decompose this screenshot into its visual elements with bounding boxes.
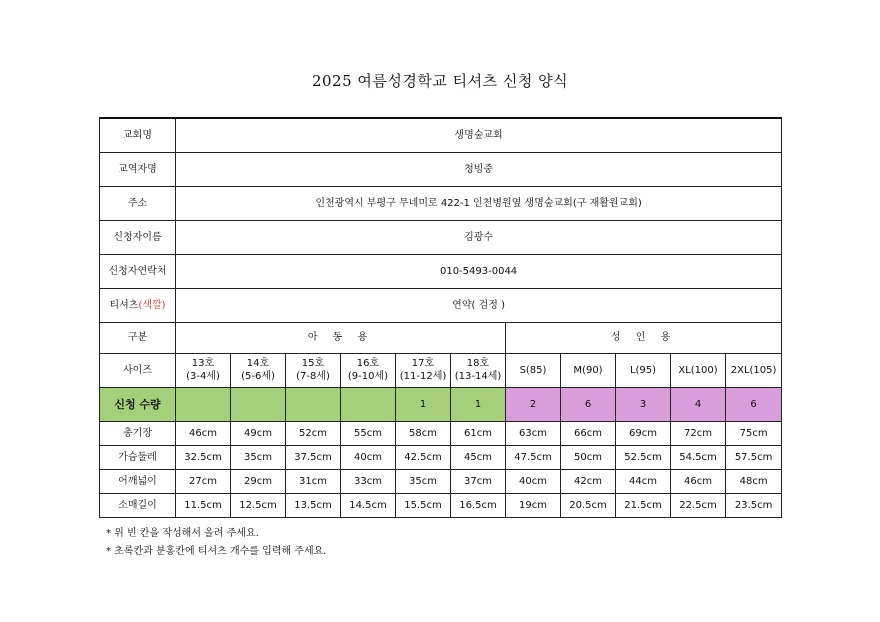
measure-cell: 75cm: [726, 421, 782, 445]
measure-cell: 52cm: [286, 421, 341, 445]
tshirt-color-field[interactable]: 연약( 검정 ): [176, 288, 782, 322]
measure-cell: 35cm: [231, 445, 286, 469]
measure-row-sleeve: [100, 493, 782, 517]
measure-cell: 31cm: [286, 469, 341, 493]
measure-cell: 72cm: [671, 421, 726, 445]
qty-child-13[interactable]: [176, 387, 231, 421]
measure-cell: 40cm: [341, 445, 396, 469]
size-adult-2xl: 2XL(105): [726, 353, 782, 387]
measure-cell: 23.5cm: [726, 493, 782, 517]
info-row-contact: [100, 254, 782, 288]
measure-cell: 44cm: [616, 469, 671, 493]
size-adult-m: M(90): [561, 353, 616, 387]
size-age: (13-14세): [454, 371, 502, 382]
qty-adult-xl[interactable]: 4: [671, 387, 726, 421]
size-number: 15호: [301, 358, 325, 369]
size-row: [100, 353, 782, 387]
info-row-church: [100, 118, 782, 152]
qty-child-17[interactable]: 1: [396, 387, 451, 421]
measure-cell: 29cm: [231, 469, 286, 493]
measure-cell: 46cm: [671, 469, 726, 493]
size-adult-s: S(85): [506, 353, 561, 387]
measure-cell: 57.5cm: [726, 445, 782, 469]
measure-cell: 27cm: [176, 469, 231, 493]
label-church-name: 교회명: [100, 118, 176, 152]
measure-cell: 63cm: [506, 421, 561, 445]
size-child-16: [341, 353, 396, 387]
measure-cell: 69cm: [616, 421, 671, 445]
measure-cell: 42.5cm: [396, 445, 451, 469]
size-number: 16호: [356, 358, 380, 369]
measure-cell: 13.5cm: [286, 493, 341, 517]
measure-label: 어깨넓이: [100, 469, 176, 493]
measure-cell: 37cm: [451, 469, 506, 493]
measure-cell: 61cm: [451, 421, 506, 445]
address-field[interactable]: 인천광역시 부평구 무네미로 422-1 인천병원옆 생명숲교회(구 재활원교회): [176, 186, 782, 220]
info-row-applicant: [100, 220, 782, 254]
measure-cell: 16.5cm: [451, 493, 506, 517]
notes: [106, 525, 326, 561]
measure-cell: 54.5cm: [671, 445, 726, 469]
measure-cell: 20.5cm: [561, 493, 616, 517]
measure-cell: 40cm: [506, 469, 561, 493]
measure-cell: 22.5cm: [671, 493, 726, 517]
measure-cell: 35cm: [396, 469, 451, 493]
measure-cell: 33cm: [341, 469, 396, 493]
label-tshirt: 티셔츠: [109, 299, 139, 311]
label-quantity: 신청 수량: [100, 387, 176, 421]
size-age: (11-12세): [399, 371, 447, 382]
measure-cell: 48cm: [726, 469, 782, 493]
qty-adult-l[interactable]: 3: [616, 387, 671, 421]
measure-row-shoulder: [100, 469, 782, 493]
page-title: 2025 여름성경학교 티셔츠 신청 양식: [311, 72, 569, 90]
measure-cell: 66cm: [561, 421, 616, 445]
measure-cell: 12.5cm: [231, 493, 286, 517]
church-name-field[interactable]: 생명숲교회: [176, 118, 782, 152]
qty-child-15[interactable]: [286, 387, 341, 421]
pastor-name-field[interactable]: 청빙중: [176, 152, 782, 186]
quantity-row: [100, 387, 782, 421]
measure-row-length: [100, 421, 782, 445]
measure-cell: 32.5cm: [176, 445, 231, 469]
tshirt-color-row: [100, 288, 782, 322]
size-child-15: [286, 353, 341, 387]
size-age: (9-10세): [347, 371, 389, 382]
size-age: (7-8세): [296, 371, 330, 382]
measure-cell: 47.5cm: [506, 445, 561, 469]
qty-child-18[interactable]: 1: [451, 387, 506, 421]
measure-cell: 21.5cm: [616, 493, 671, 517]
size-child-18: [451, 353, 506, 387]
measure-cell: 58cm: [396, 421, 451, 445]
label-applicant-contact: 신청자연락처: [100, 254, 176, 288]
size-child-13: [176, 353, 231, 387]
order-form-table: [99, 117, 782, 518]
label-applicant-name: 신청자이름: [100, 220, 176, 254]
qty-adult-m[interactable]: 6: [561, 387, 616, 421]
qty-child-14[interactable]: [231, 387, 286, 421]
size-age: (3-4세): [186, 371, 220, 382]
measure-row-chest: [100, 445, 782, 469]
label-group: 구분: [100, 322, 176, 353]
measure-cell: 14.5cm: [341, 493, 396, 517]
measure-cell: 52.5cm: [616, 445, 671, 469]
label-pastor-name: 교역자명: [100, 152, 176, 186]
measure-cell: 37.5cm: [286, 445, 341, 469]
size-adult-xl: XL(100): [671, 353, 726, 387]
measure-cell: 42cm: [561, 469, 616, 493]
qty-child-16[interactable]: [341, 387, 396, 421]
measure-cell: 50cm: [561, 445, 616, 469]
measure-cell: 49cm: [231, 421, 286, 445]
note-line: * 초록칸과 분홍칸에 티셔츠 개수를 입력해 주세요.: [106, 546, 327, 557]
measure-cell: 15.5cm: [396, 493, 451, 517]
note-line: * 위 빈 칸을 작성해서 올려 주세요.: [106, 528, 259, 539]
size-adult-l: L(95): [616, 353, 671, 387]
size-number: 17호: [411, 358, 435, 369]
adult-group-header: 성 인 용: [506, 322, 782, 353]
qty-adult-s[interactable]: 2: [506, 387, 561, 421]
measure-cell: 46cm: [176, 421, 231, 445]
label-tshirt-color: [100, 288, 176, 322]
size-age: (5-6세): [241, 371, 275, 382]
size-number: 18호: [466, 358, 490, 369]
measure-label: 소매길이: [100, 493, 176, 517]
info-row-pastor: [100, 152, 782, 186]
measure-label: 가슴둘레: [100, 445, 176, 469]
measure-cell: 11.5cm: [176, 493, 231, 517]
label-size: 사이즈: [100, 353, 176, 387]
size-number: 13호: [191, 358, 215, 369]
qty-adult-2xl[interactable]: 6: [726, 387, 782, 421]
applicant-contact-field[interactable]: 010-5493-0044: [176, 254, 782, 288]
size-child-14: [231, 353, 286, 387]
child-group-header: 아 동 용: [176, 322, 506, 353]
size-child-17: [396, 353, 451, 387]
size-number: 14호: [246, 358, 270, 369]
applicant-name-field[interactable]: 김광수: [176, 220, 782, 254]
group-row: [100, 322, 782, 353]
measure-cell: 55cm: [341, 421, 396, 445]
measure-cell: 45cm: [451, 445, 506, 469]
info-row-address: [100, 186, 782, 220]
label-address: 주소: [100, 186, 176, 220]
measure-cell: 19cm: [506, 493, 561, 517]
label-color-note: (색깔): [138, 299, 166, 311]
measure-label: 총기장: [100, 421, 176, 445]
